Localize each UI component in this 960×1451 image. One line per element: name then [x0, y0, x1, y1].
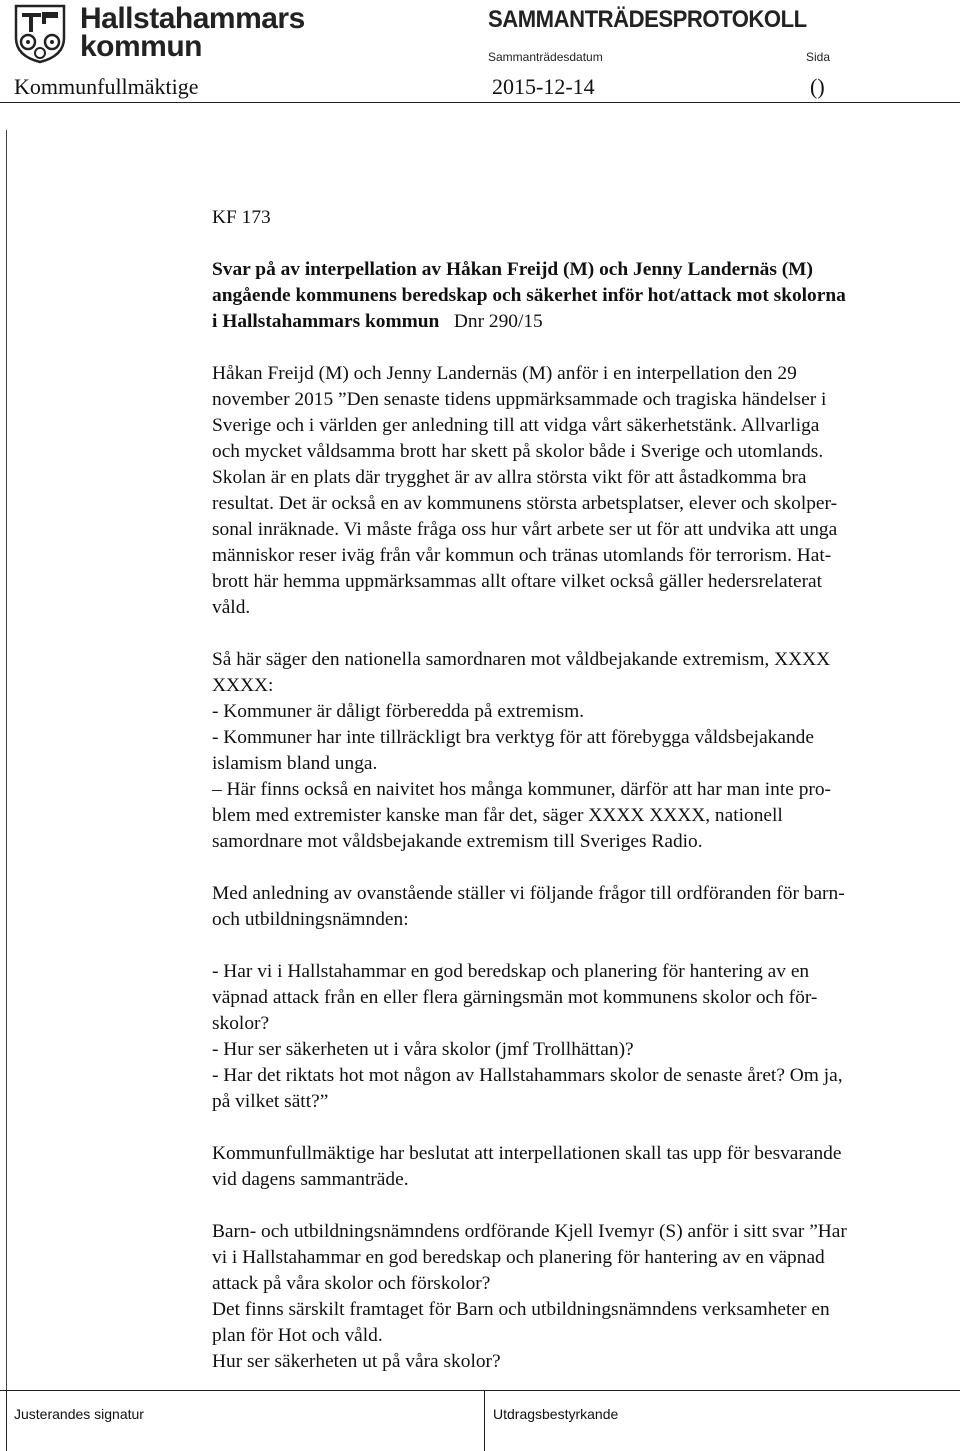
interpellation-title	[212, 257, 947, 335]
title-line: Svar på av interpellation av Håkan Freijd (M) och Jenny Landernäs (M)	[212, 259, 813, 280]
text-line: vid dagens sammanträde.	[212, 1169, 409, 1190]
text-line: plan för Hot och våld.	[212, 1325, 383, 1346]
diary-number: Dnr 290/15	[453, 311, 543, 332]
municipality-name-line2: kommun	[80, 30, 203, 63]
text-line: Kommunfullmäktige har beslutat att interpellationen skall tas upp för besvarande	[212, 1143, 842, 1164]
municipality-name-line1: Hallstahammars	[80, 2, 305, 35]
paragraph-chair-answer	[212, 1219, 947, 1375]
extract-certification-label: Utdragsbestyrkande	[493, 1406, 619, 1422]
text-line: och mycket våldsamma brott har skett på skolor både i Sverige och utomlands.	[212, 441, 824, 462]
footer-left-border	[6, 1390, 7, 1451]
text-line: Sverige och i världen ger anledning till att vidga vårt säkerhetstänk. Allvarliga	[212, 415, 820, 436]
left-margin-line	[6, 130, 7, 1390]
page-number-value: ()	[810, 74, 825, 99]
text-line: vi i Hallstahammar en god beredskap och planering för hantering av en väpnad	[212, 1247, 825, 1268]
title-line-text: i Hallstahammars kommun	[212, 311, 440, 332]
text-line: islamism bland unga.	[212, 753, 378, 774]
text-line: november 2015 ”Den senaste tidens uppmärksammade och tragiska händelser i	[212, 389, 827, 410]
text-line: attack på våra skolor och förskolor?	[212, 1273, 491, 1294]
title-line	[212, 309, 947, 335]
text-line: - Kommuner är dåligt förberedda på extremism.	[212, 701, 585, 722]
paragraph-council-decision	[212, 1141, 947, 1193]
text-line: Barn- och utbildningsnämndens ordförande Kjell Ivemyr (S) anför i sitt svar ”Har	[212, 1221, 847, 1242]
signature-label: Justerandes signatur	[14, 1406, 144, 1422]
document-type-title: SAMMANTRÄDESPROTOKOLL	[488, 6, 807, 33]
text-line: Med anledning av ovanstående ställer vi följande frågor till ordföranden för barn-	[212, 883, 845, 904]
text-line: samordnare mot våldsbejakande extremism till Sveriges Radio.	[212, 831, 703, 852]
text-line: och utbildningsnämnden:	[212, 909, 409, 930]
header-divider	[0, 102, 960, 103]
text-line: på vilket sätt?”	[212, 1091, 329, 1112]
text-line: blem med extremister kanske man får det, säger XXXX XXXX, nationell	[212, 805, 783, 826]
text-line: Hur ser säkerheten ut på våra skolor?	[212, 1351, 501, 1372]
title-line: angående kommunens beredskap och säkerhet inför hot/attack mot skolorna	[212, 285, 846, 306]
paragraph-coordinator-quote	[212, 647, 947, 855]
footer-divider	[0, 1390, 960, 1391]
text-line: - Har det riktats hot mot någon av Hallstahammars skolor de senaste året? Om ja,	[212, 1065, 843, 1086]
text-line: brott här hemma uppmärksammas allt oftare vilket också gäller hedersrelaterat	[212, 571, 823, 592]
meeting-date-label: Sammanträdesdatum	[488, 50, 603, 64]
text-line: våld.	[212, 597, 251, 618]
meeting-date-value: 2015-12-14	[492, 74, 595, 99]
text-line: resultat. Det är också en av kommunens största arbetsplatser, elever och skolper-	[212, 493, 838, 514]
paragraph-questions-intro	[212, 881, 947, 933]
text-line: Skolan är en plats där trygghet är av allra största vikt för att åstadkomma bra	[212, 467, 807, 488]
municipality-crest-logo	[14, 4, 66, 64]
text-line: Håkan Freijd (M) och Jenny Landernäs (M) anför i en interpellation den 29	[212, 363, 797, 384]
text-line: - Kommuner har inte tillräckligt bra verktyg för att förebygga våldsbejakande	[212, 727, 814, 748]
text-line: skolor?	[212, 1013, 270, 1034]
text-line: - Hur ser säkerheten ut i våra skolor (jmf Trollhättan)?	[212, 1039, 634, 1060]
paragraph-questions	[212, 959, 947, 1115]
text-line: XXXX:	[212, 675, 274, 696]
text-line: sonal inräknade. Vi måste fråga oss hur vårt arbete ser ut för att undvika att unga	[212, 519, 838, 540]
text-line: - Har vi i Hallstahammar en god beredskap och planering för hantering av en	[212, 961, 810, 982]
text-line: – Här finns också en naivitet hos många kommuner, därför att har man inte pro-	[212, 779, 831, 800]
paragraph-interpellation-text	[212, 361, 947, 621]
text-line: människor reser iväg från vår kommun och tränas utomlands för terrorism. Hat-	[212, 545, 832, 566]
footer-column-divider	[484, 1390, 485, 1451]
protocol-body	[212, 205, 947, 1401]
text-line: väpnad attack från en eller flera gärningsmän mot kommunens skolor och för-	[212, 987, 818, 1008]
case-number: KF 173	[212, 207, 271, 228]
page-label: Sida	[806, 50, 831, 64]
text-line: Det finns särskilt framtaget för Barn och utbildningsnämndens verksamheter en	[212, 1299, 830, 1320]
governing-body-name: Kommunfullmäktige	[14, 74, 199, 99]
text-line: Så här säger den nationella samordnaren mot våldbejakande extremism, XXXX	[212, 649, 831, 670]
